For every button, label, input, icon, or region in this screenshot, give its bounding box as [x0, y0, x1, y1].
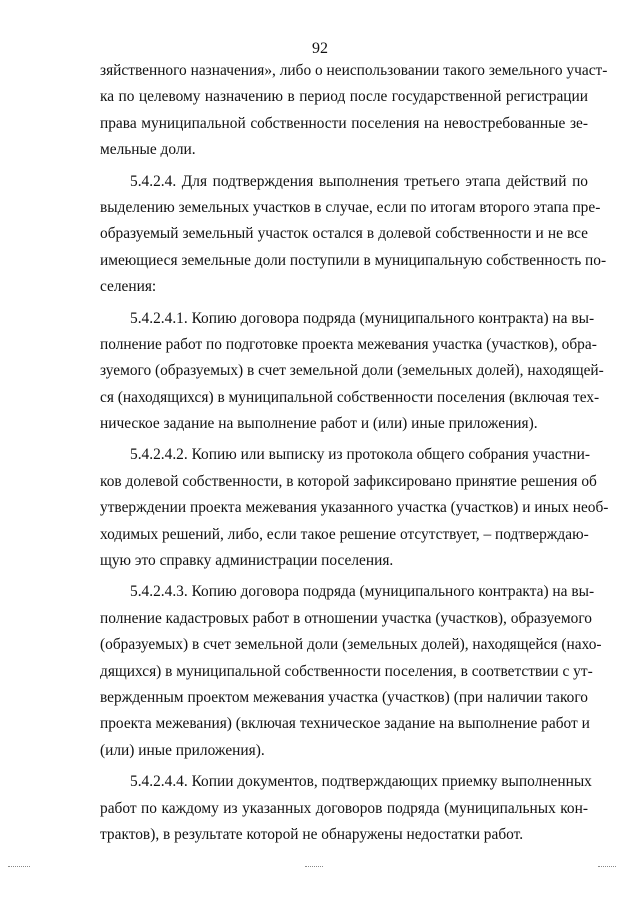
text-line: 5.4.2.4. Для подтверждения выполнения третьего этапа действий по	[130, 172, 588, 190]
paragraph-5-4-2-4-4	[100, 769, 592, 848]
text-line: полнение работ по подготовке проекта межевания участка (участков), обра-	[100, 335, 597, 353]
paragraph-5-4-2-4-1	[100, 306, 604, 438]
text-line: щую это справку администрации поселения.	[100, 552, 394, 570]
paragraph-5-4-2-4	[100, 169, 607, 301]
text-line: имеющиеся земельные доли поступили в муниципальную собственность по-	[100, 251, 607, 269]
text-line: (или) иные приложения).	[100, 741, 265, 759]
scan-artifact-left	[8, 866, 30, 868]
text-line: трактов), в результате которой не обнаружены недостатки работ.	[100, 825, 524, 843]
text-line: (образуемых) в счет земельной доли (земельных долей), находящейся (нахо-	[100, 636, 602, 654]
paragraph-continuation	[100, 58, 608, 164]
text-line: утверждении проекта межевания указанного участка (участков) и иных необ-	[100, 499, 609, 517]
text-line: ка по целевому назначению в период после государственной регистрации	[100, 88, 588, 106]
text-line: зуемого (образуемых) в счет земельной доли (земельных долей), находящей-	[100, 362, 604, 380]
scan-artifact-right	[598, 866, 616, 868]
text-line: мельные доли.	[100, 141, 196, 159]
text-line: ся (находящихся) в муниципальной собственности поселения (включая тех-	[100, 388, 600, 406]
page-number: 92	[312, 40, 328, 57]
text-line: права муниципальной собственности поселения на невостребованные зе-	[100, 114, 588, 132]
text-line: полнение кадастровых работ в отношении участка (участков), образуемого	[100, 609, 592, 627]
text-line: ническое задание на выполнение работ и (или) иные приложения).	[100, 415, 538, 433]
text-line: работ по каждому из указанных договоров подряда (муниципальных кон-	[100, 799, 588, 817]
text-line: ков долевой собственности, в которой зафиксировано принятие решения об	[100, 472, 597, 490]
paragraph-5-4-2-4-2	[100, 442, 609, 574]
text-line: 5.4.2.4.4. Копии документов, подтверждающих приемку выполненных	[130, 773, 592, 791]
text-line: 5.4.2.4.1. Копию договора подряда (муниципального контракта) на вы-	[130, 309, 595, 327]
text-line: селения:	[100, 278, 157, 296]
text-line: проекта межевания) (включая техническое задание на выполнение работ и	[100, 715, 590, 733]
text-line: ходимых решений, либо, если такое решение отсутствует, – подтверждаю-	[100, 525, 589, 543]
text-line: выделению земельных участков в случае, если по итогам второго этапа пре-	[100, 198, 601, 216]
text-line: вержденным проектом межевания участка (участков) (при наличии такого	[100, 688, 588, 706]
text-line: 5.4.2.4.3. Копию договора подряда (муниципального контракта) на вы-	[130, 583, 595, 601]
text-line: зяйственного назначения», либо о неиспользовании такого земельного участ-	[100, 62, 608, 79]
text-line: дящихся) в муниципальной собственности поселения, в соответствии с ут-	[100, 662, 593, 680]
paragraph-5-4-2-4-3	[100, 579, 602, 764]
text-line: 5.4.2.4.2. Копию или выписку из протокола общего собрания участни-	[130, 446, 591, 464]
document-body	[100, 58, 609, 853]
scan-artifact-center	[305, 866, 323, 868]
text-line: образуемый земельный участок остался в долевой собственности и не все	[100, 225, 588, 243]
